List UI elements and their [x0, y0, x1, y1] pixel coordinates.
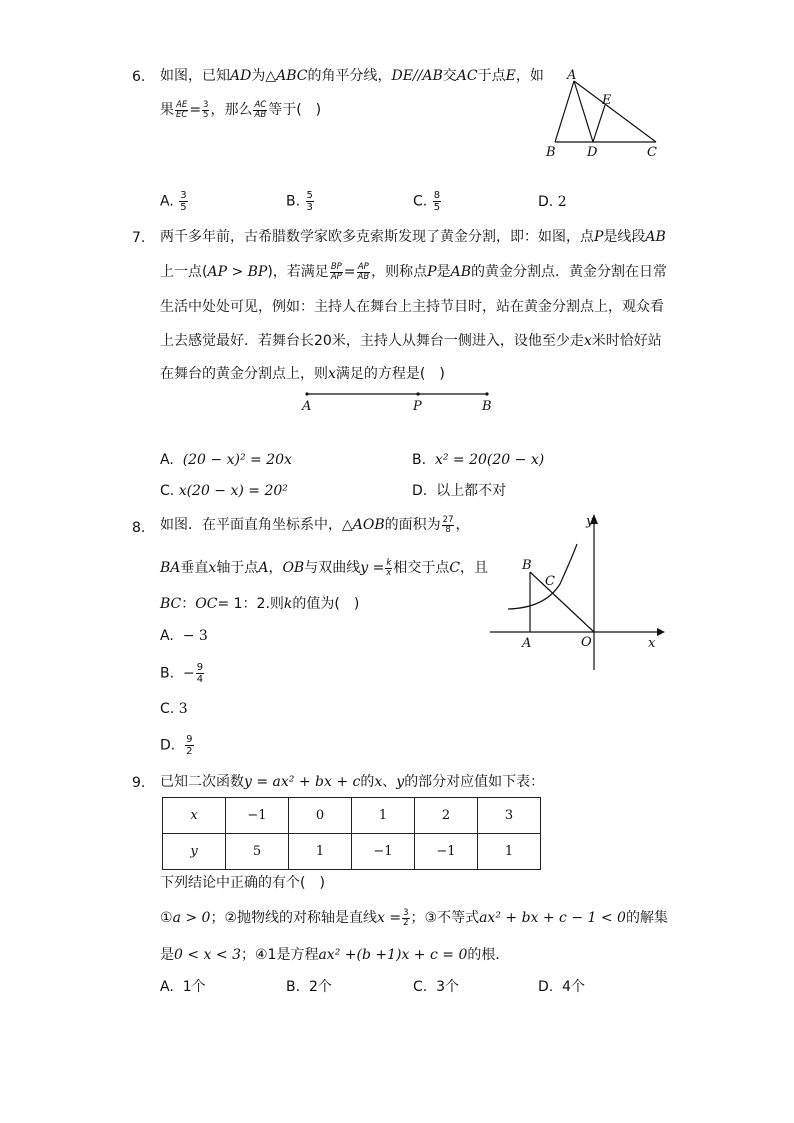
- q8-stem-line2: [160, 558, 488, 578]
- table-cell: x: [163, 798, 226, 834]
- q9-option-a[interactable]: [160, 977, 206, 997]
- q6-math-E: E: [505, 68, 516, 84]
- q9-math: ax² + bx + c − 1 < 0: [479, 910, 626, 926]
- q8-text: ：: [181, 596, 196, 612]
- q7-fraction-bp-ap: [330, 263, 343, 282]
- q7-point-P: [416, 392, 419, 395]
- q8-option-b[interactable]: [160, 662, 205, 685]
- q6-fraction-ae-ec: [175, 101, 188, 120]
- option-fraction: [179, 190, 187, 213]
- q6-stem-line2: [160, 100, 321, 120]
- option-label: A.: [160, 452, 174, 468]
- q9-value-table: [162, 797, 541, 870]
- q6-equals: =: [189, 102, 202, 118]
- q8-text: 相交于点: [393, 560, 450, 576]
- frac-numerator: 9: [196, 662, 204, 673]
- q7-label-B: B: [482, 399, 492, 414]
- frac-numerator: AP: [357, 261, 369, 272]
- q7-math: P: [594, 229, 604, 245]
- option-fraction: [306, 190, 314, 213]
- table-cell: 2: [415, 798, 478, 834]
- q9-math: x =: [377, 910, 402, 926]
- q8-math: A: [258, 560, 269, 576]
- option-sign: −: [182, 665, 195, 682]
- table-cell: 0: [289, 798, 352, 834]
- q7-math: x: [328, 366, 336, 382]
- q7-text: 的黄金分割点．黄金分割在日常: [471, 264, 667, 280]
- q6-text: ，如: [515, 68, 544, 84]
- table-cell: 1: [478, 834, 541, 870]
- q7-text: 满足的方程是( ): [335, 366, 445, 382]
- q9-math: x: [374, 774, 383, 790]
- q8-text: = 1：2.则: [217, 596, 284, 612]
- q8-text: 垂直: [180, 560, 209, 576]
- q8-math: OB: [282, 560, 305, 576]
- option-label: B.: [286, 193, 301, 210]
- q7-stem-line5: [160, 364, 445, 384]
- q8-text: 的面积为: [384, 517, 441, 533]
- q6-text: 等于( ): [268, 102, 322, 118]
- q7-stem-line4: [160, 331, 662, 351]
- q6-fraction-3-5: [202, 101, 209, 120]
- q8-stem-line1: [160, 515, 469, 535]
- q6-fraction-ac-ab: [253, 101, 267, 120]
- option-label: C.: [413, 193, 428, 210]
- option-text: 2: [557, 194, 567, 210]
- q7-text: ，则称点: [371, 264, 428, 280]
- frac-denominator: 5: [433, 202, 441, 213]
- q9-text: 的部分对应值如下表：: [404, 774, 545, 790]
- frac-denominator: 4: [196, 674, 204, 685]
- frac-denominator: AB: [357, 271, 370, 282]
- q7-point-B: [485, 392, 488, 395]
- q7-math: AB: [450, 264, 471, 280]
- option-label: A.: [160, 193, 174, 210]
- option-label: C.: [160, 483, 175, 499]
- q7-math: x: [583, 333, 592, 349]
- option-label: D.: [412, 483, 428, 499]
- frac-numerator: 3: [203, 99, 209, 110]
- q6-edge-AB: [555, 81, 574, 142]
- q8-text: 如图．在平面直角坐标系中，: [160, 517, 342, 533]
- frac-denominator: x: [386, 567, 392, 578]
- frac-denominator: 3: [306, 202, 313, 213]
- q8-math: BA: [160, 560, 181, 576]
- q8-hyperbola-curve: [508, 544, 577, 609]
- q9-text: 的解集: [625, 910, 668, 926]
- q8-math: y =: [360, 560, 385, 576]
- q8-text: ，: [455, 517, 470, 533]
- q9-text: ①: [160, 910, 173, 926]
- q9-text: 已知二次函数: [160, 774, 244, 790]
- q9-math: ax² +(b +1)x + c = 0: [318, 947, 468, 963]
- q8-math: x: [208, 560, 217, 576]
- q9-stem-line1: [160, 772, 544, 792]
- q6-math-DE: DE//AB: [391, 68, 443, 84]
- q7-point-A: [305, 392, 308, 395]
- q9-conclusions-line2: [160, 945, 509, 965]
- option-label: C.: [413, 979, 428, 995]
- q8-stem-line3: [160, 594, 359, 614]
- frac-numerator: AC: [254, 99, 267, 110]
- q6-label-C: C: [647, 145, 657, 160]
- frac-numerator: BP: [330, 261, 342, 272]
- q8-fraction-27-8: [442, 516, 455, 535]
- q8-math: k: [283, 596, 293, 612]
- q6-label-D: D: [587, 145, 598, 160]
- q7-equals: =: [343, 264, 356, 280]
- q9-option-d[interactable]: [538, 977, 585, 997]
- frac-numerator: 5: [306, 190, 313, 201]
- frac-denominator: 5: [203, 109, 209, 120]
- q7-text: 是: [436, 264, 451, 280]
- q6-math-triangle: △ABC: [265, 68, 308, 84]
- q8-label-A: A: [522, 636, 532, 651]
- q8-math: C: [449, 560, 461, 576]
- q6-option-d[interactable]: [538, 192, 567, 212]
- q9-math: a > 0: [172, 910, 211, 926]
- q7-math: P: [427, 264, 437, 280]
- q6-edge-AC: [574, 81, 656, 142]
- q9-conclusions-line1: [160, 908, 668, 928]
- table-cell: 5: [226, 834, 289, 870]
- q8-math: △AOB: [342, 517, 385, 533]
- frac-denominator: 2: [403, 917, 409, 928]
- q6-math-AC: AC: [456, 68, 478, 84]
- q7-math: AP > BP: [207, 264, 268, 280]
- q6-text: 交: [442, 68, 457, 84]
- frac-numerator: 9: [186, 734, 193, 745]
- option-label: A.: [160, 628, 174, 644]
- question-number-8: 8.: [132, 520, 146, 536]
- q8-text: 的值为( ): [292, 596, 360, 612]
- q6-text: 为: [251, 68, 266, 84]
- q7-math: AB: [645, 229, 666, 245]
- table-cell: −1: [415, 834, 478, 870]
- option-label: C.: [160, 701, 175, 717]
- q8-text: 轴于点: [216, 560, 259, 576]
- q7-stem-line3: 生活中处处可见，例如：主持人在舞台上主持节目时，站在黄金分割点上，观众看: [160, 299, 664, 315]
- question-number-9: 9.: [132, 775, 146, 791]
- option-label: B.: [412, 452, 427, 468]
- q7-fraction-ap-ab: [357, 263, 371, 282]
- q8-label-B: B: [522, 558, 532, 573]
- q8-label-y: y: [586, 514, 594, 529]
- option-label: D.: [538, 194, 554, 210]
- table-cell: 3: [478, 798, 541, 834]
- q6-edge-DE: [593, 105, 605, 142]
- table-cell: y: [163, 834, 226, 870]
- q8-option-c[interactable]: [160, 699, 188, 719]
- frac-numerator: 8: [433, 190, 441, 201]
- q6-stem-line1: [160, 66, 544, 86]
- table-cell: 1: [289, 834, 352, 870]
- q6-option-c[interactable]: [413, 190, 442, 213]
- question-number-7: 7.: [132, 230, 146, 246]
- frac-denominator: AP: [330, 271, 342, 282]
- q6-option-b[interactable]: [286, 190, 315, 213]
- option-text: − 3: [182, 628, 208, 644]
- q9-fraction-3-2: [402, 909, 409, 928]
- option-text: x(20 − x) = 20²: [178, 483, 288, 499]
- option-text: 1个: [182, 979, 206, 995]
- option-text: 2个: [308, 979, 332, 995]
- table-cell: −1: [352, 834, 415, 870]
- q7-text: 两千多年前，古希腊数学家欧多克索斯发现了黄金分割，即：如图，点: [160, 229, 594, 245]
- q9-text: 的: [360, 774, 375, 790]
- frac-denominator: 2: [186, 746, 193, 757]
- q8-coordinate-figure: [485, 510, 665, 670]
- q6-text: 于点: [477, 68, 506, 84]
- table-cell: −1: [226, 798, 289, 834]
- q9-text: 、: [382, 774, 397, 790]
- q9-option-b[interactable]: [286, 977, 332, 997]
- q9-text: ；②抛物线的对称轴是直线: [210, 910, 378, 926]
- q8-math: BC: [160, 596, 182, 612]
- q7-option-b[interactable]: [412, 450, 544, 470]
- q9-text: ；④1是方程: [240, 947, 319, 963]
- q9-math: y = ax² + bx + c: [244, 774, 361, 790]
- table-row: [163, 834, 541, 870]
- q8-label-O: O: [581, 635, 592, 650]
- option-text: 4个: [562, 979, 586, 995]
- q7-text: )，若满足: [267, 264, 329, 280]
- frac-denominator: AB: [254, 109, 267, 120]
- q7-stem-line1: [160, 227, 666, 247]
- q7-text: 米时恰好站: [591, 333, 662, 349]
- option-label: B.: [160, 665, 175, 682]
- q6-label-B: B: [546, 145, 556, 160]
- option-text: 以上都不对: [436, 483, 507, 499]
- q8-label-C: C: [545, 574, 555, 589]
- table-row: [163, 798, 541, 834]
- option-fraction: [196, 662, 204, 685]
- q9-text: 的根．: [467, 947, 510, 963]
- option-label: D.: [160, 737, 176, 754]
- q9-text: ；③不等式: [410, 910, 480, 926]
- q6-math-AD: AD: [230, 68, 252, 84]
- q7-option-c[interactable]: [160, 481, 288, 501]
- q7-option-d[interactable]: [412, 481, 506, 501]
- frac-numerator: 27: [442, 514, 454, 525]
- q8-label-x: x: [648, 636, 656, 651]
- q6-label-E: E: [602, 93, 612, 108]
- frac-numerator: 3: [403, 907, 409, 918]
- frac-denominator: EC: [176, 109, 188, 120]
- frac-denominator: 8: [445, 524, 451, 535]
- option-label: D.: [538, 979, 554, 995]
- option-label: B.: [286, 979, 301, 995]
- option-text: 3个: [436, 979, 460, 995]
- q7-text: 上去感觉最好．若舞台长20米，主持人从舞台一侧进入，设他至少走: [160, 333, 584, 349]
- q6-text: 果: [160, 102, 174, 118]
- q7-text: 上一点(: [160, 264, 208, 280]
- q7-segment-figure: [295, 385, 500, 417]
- q8-text: ，且: [460, 560, 489, 576]
- q8-fraction-k-x: [385, 559, 392, 578]
- frac-numerator: 3: [180, 190, 187, 201]
- q8-text: ，: [268, 560, 283, 576]
- q9-text: 是: [160, 947, 174, 963]
- q7-label-A: A: [302, 399, 312, 414]
- q6-text: ，那么: [210, 102, 253, 118]
- q6-triangle-figure: [540, 66, 665, 162]
- q9-math: 0 < x < 3: [174, 947, 241, 963]
- q8-x-axis-arrow-icon: [657, 628, 665, 636]
- question-number-6: 6.: [132, 69, 146, 85]
- table-cell: 1: [352, 798, 415, 834]
- q8-math: OC: [195, 596, 218, 612]
- q8-option-a[interactable]: [160, 626, 208, 646]
- q6-option-a[interactable]: [160, 190, 189, 213]
- option-fraction: [185, 734, 193, 757]
- frac-denominator: 5: [180, 202, 187, 213]
- q6-text: 如图，已知: [160, 68, 230, 84]
- q9-math: y: [396, 774, 405, 790]
- option-text: (20 − x)² = 20x: [182, 452, 292, 468]
- option-text: x² = 20(20 − x): [434, 452, 545, 468]
- q7-text: 是线段: [603, 229, 646, 245]
- frac-numerator: k: [386, 557, 392, 568]
- q9-question-line: 下列结论中正确的有个( ): [160, 875, 325, 891]
- option-label: A.: [160, 979, 174, 995]
- q7-option-a[interactable]: [160, 450, 292, 470]
- q7-stem-line2: [160, 262, 667, 282]
- q7-text: 在舞台的黄金分割点上，则: [160, 366, 328, 382]
- q8-option-d[interactable]: [160, 734, 195, 757]
- frac-numerator: AE: [176, 99, 188, 110]
- option-fraction: [433, 190, 441, 213]
- q9-option-c[interactable]: [413, 977, 459, 997]
- q6-text: 的角平分线，: [307, 68, 392, 84]
- option-text: 3: [178, 701, 188, 717]
- q6-label-A: A: [567, 68, 577, 83]
- q6-edge-AD: [574, 81, 593, 142]
- q7-label-P: P: [413, 399, 422, 414]
- q8-text: 与双曲线: [304, 560, 361, 576]
